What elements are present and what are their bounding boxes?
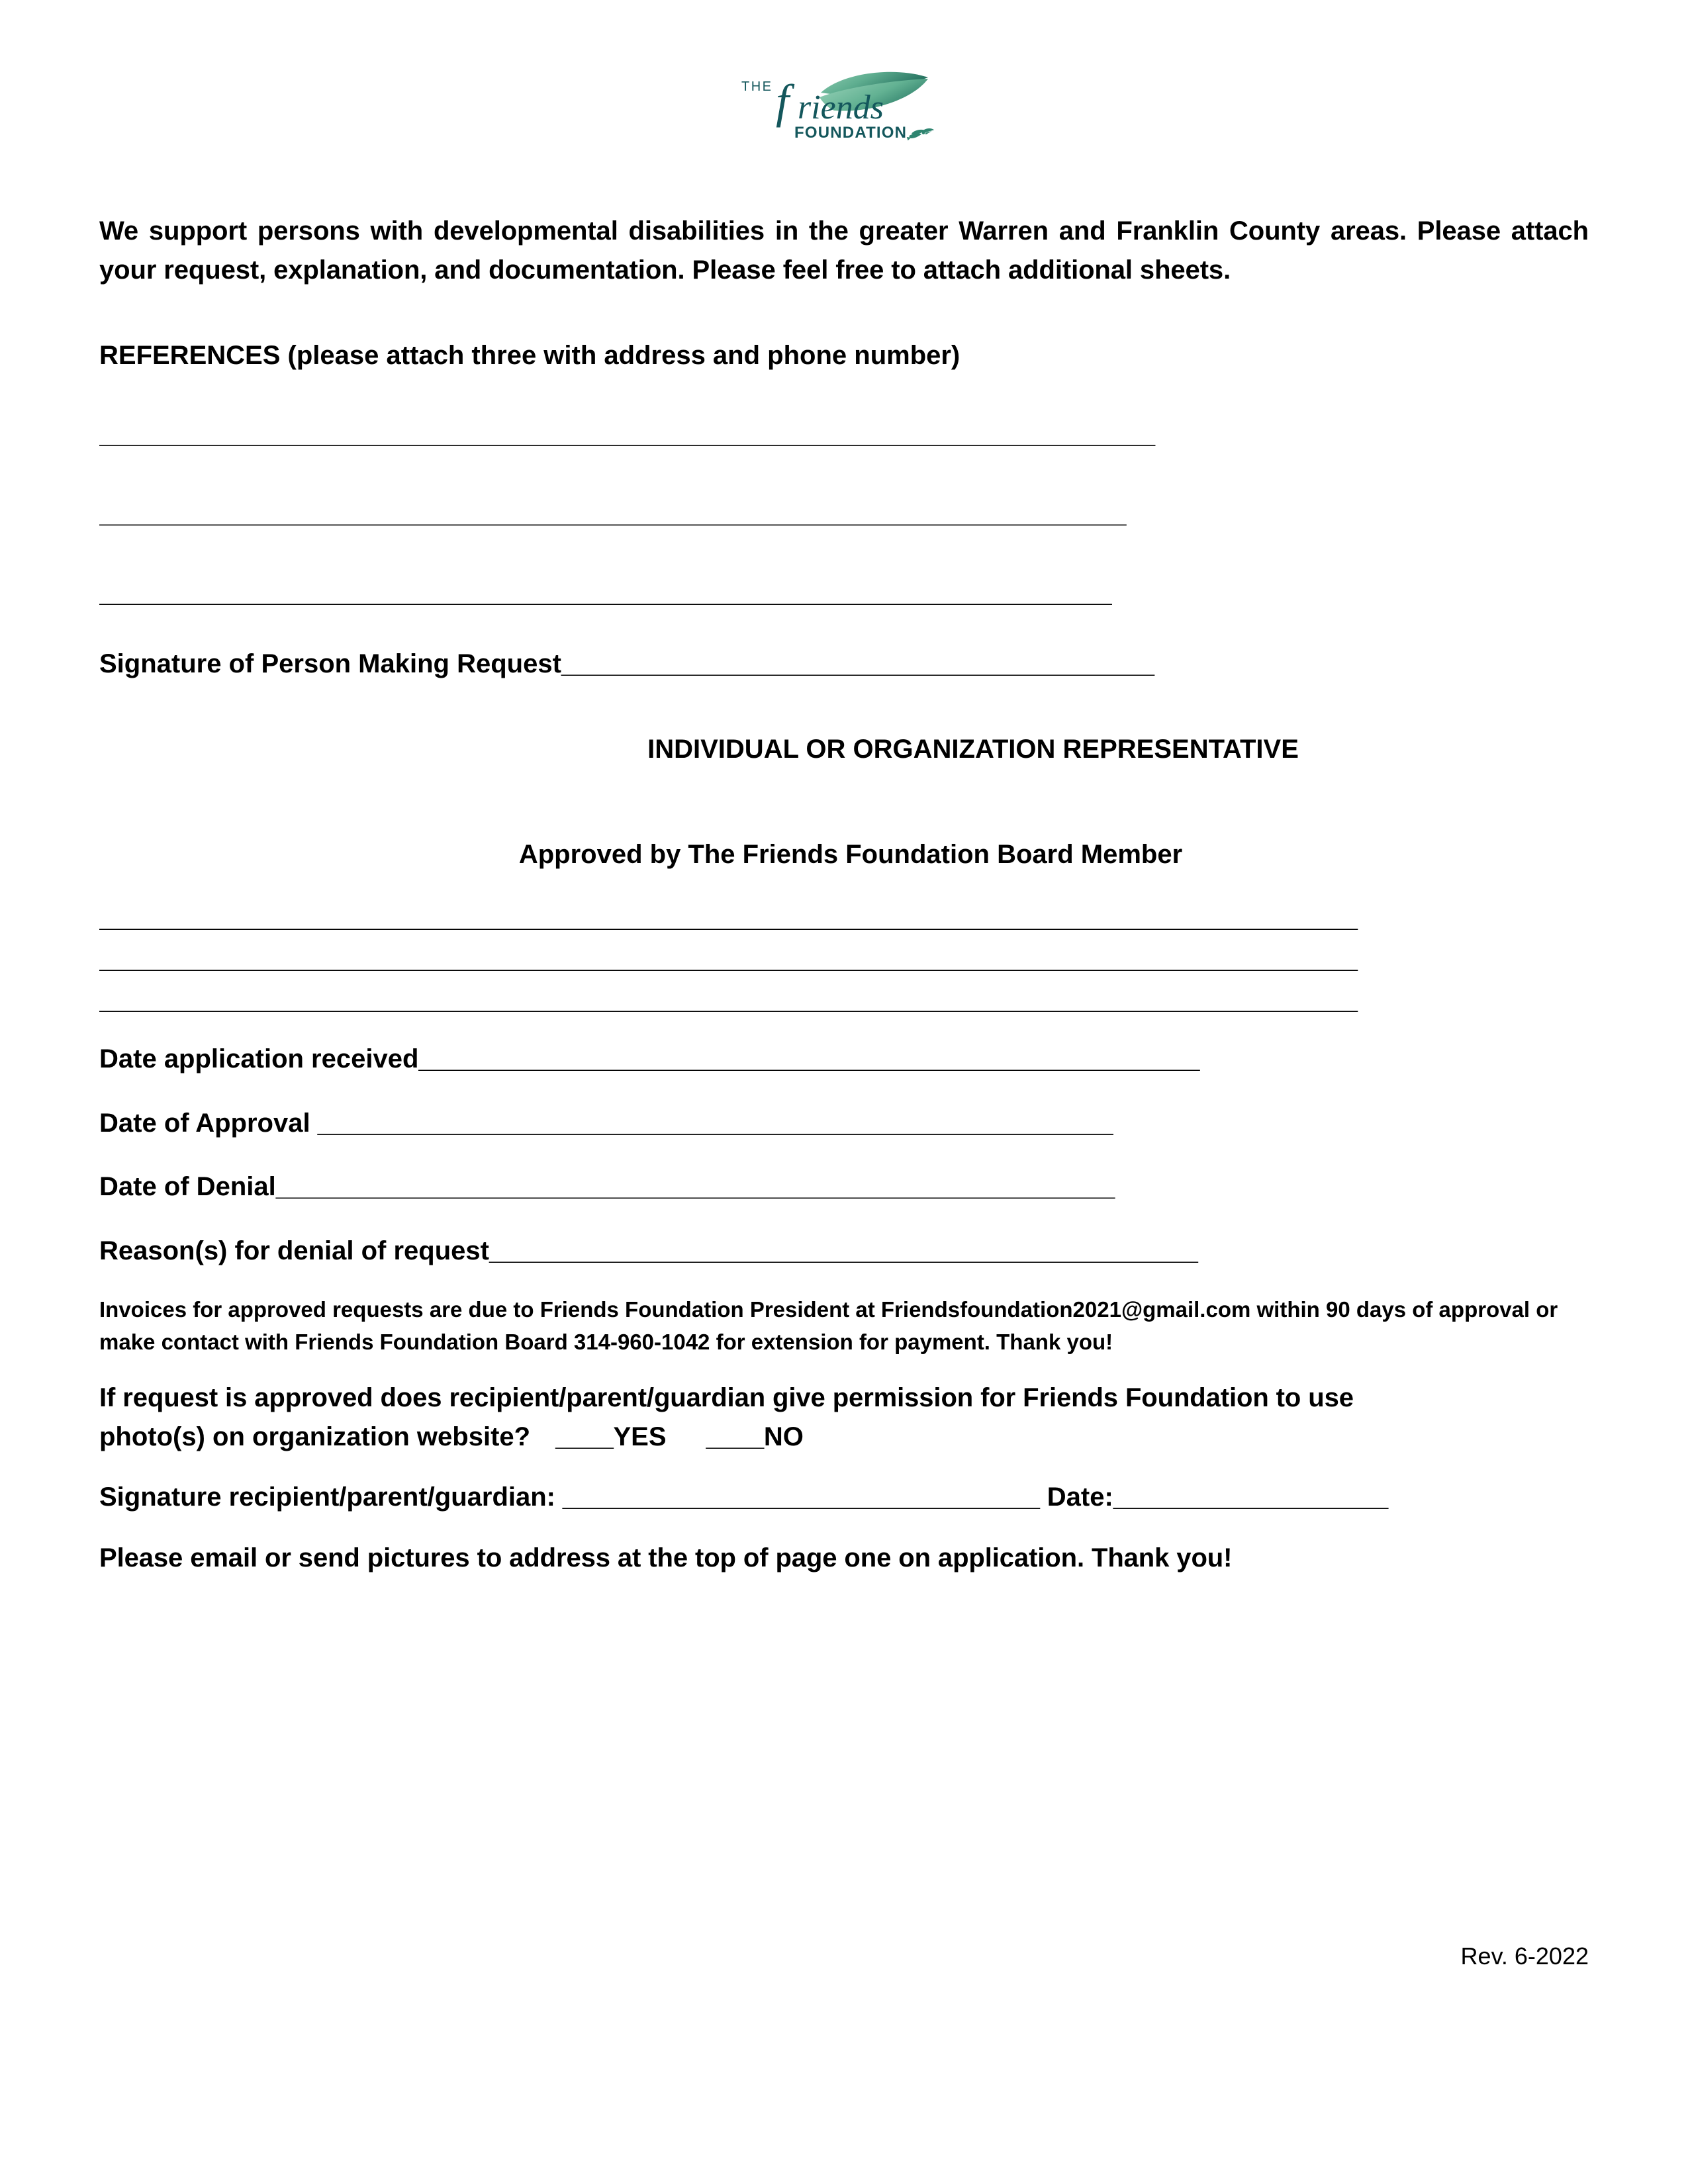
signature-recipient-row [99, 1478, 1589, 1517]
approval-blank-line-1[interactable]: _______________________________________________________________________________________ [99, 904, 1358, 931]
approval-blank-line-2[interactable]: _______________________________________________________________________________________ [99, 945, 1358, 972]
signature-recipient-date-line[interactable]: ___________________ [1113, 1482, 1388, 1512]
date-of-approval-row [99, 1104, 1589, 1143]
photo-permission-no-blank[interactable]: ____ [706, 1422, 764, 1451]
photo-permission-question-line1: If request is approved does recipient/parent/guardian give permission for Friends Foundation to use [99, 1383, 1354, 1412]
document-content [99, 0, 1589, 1970]
signature-recipient-line[interactable]: _________________________________ [555, 1482, 1040, 1512]
svg-text:f: f [776, 74, 790, 128]
reference-line-3[interactable]: ______________________________________________________________________ [99, 580, 1112, 607]
date-application-received-line[interactable]: ______________________________________________________ [418, 1044, 1200, 1073]
svg-text:FOUNDATION: FOUNDATION [794, 123, 908, 142]
date-application-received-row [99, 1040, 1589, 1079]
organization-logo [99, 0, 1589, 212]
approval-blank-line-3[interactable]: _______________________________________________________________________________________ [99, 986, 1358, 1013]
signature-person-making-request-label: Signature of Person Making Request [99, 649, 561, 679]
svg-text:riends: riends [798, 88, 884, 126]
signature-person-making-request-row [99, 645, 1589, 684]
date-application-received-label: Date application received [99, 1044, 419, 1073]
date-of-approval-label: Date of Approval [99, 1108, 318, 1138]
representative-caption: INDIVIDUAL OR ORGANIZATION REPRESENTATIVE [647, 735, 1299, 764]
svg-text:THE: THE [741, 79, 773, 94]
signature-person-making-request-line[interactable]: _________________________________________ [561, 649, 1154, 679]
reference-line-2[interactable]: _______________________________________________________________________ [99, 500, 1127, 527]
invoice-note-paragraph: Invoices for approved requests are due to Friends Foundation President at Friendsfoundation2021@gmail.com within 90 days of approval or make contact with Friends Foundation Board 314-960-1042 for extension for payment. Thank you! [99, 1297, 1558, 1355]
photo-permission-yes-label: YES [613, 1422, 667, 1451]
date-of-denial-line[interactable]: __________________________________________________________ [275, 1172, 1115, 1202]
reason-for-denial-line[interactable]: _________________________________________________ [489, 1236, 1198, 1266]
closing-note: Please email or send pictures to address at the top of page one on application. Thank you! [99, 1543, 1233, 1573]
reference-line-1[interactable]: _________________________________________________________________________ [99, 421, 1155, 448]
photo-permission-yes-blank[interactable]: ____ [555, 1422, 614, 1451]
friends-foundation-logo-graphic [735, 62, 953, 151]
reason-for-denial-row [99, 1232, 1589, 1271]
revision-footer: Rev. 6-2022 [1460, 1942, 1589, 1970]
date-of-approval-line[interactable]: _______________________________________________________ [317, 1108, 1113, 1138]
photo-permission-answer-row [99, 1418, 1589, 1457]
photo-permission-no-label: NO [763, 1422, 804, 1451]
signature-recipient-date-label: Date: [1039, 1482, 1113, 1512]
date-of-denial-row [99, 1167, 1589, 1206]
photo-permission-question-line2: photo(s) on organization website? [99, 1422, 531, 1451]
intro-paragraph: We support persons with developmental disabilities in the greater Warren and Franklin County areas. Please attach your request, explanation, and documentation. Please feel free to attach additional sheets. [99, 216, 1589, 285]
signature-recipient-label: Signature recipient/parent/guardian: [99, 1482, 556, 1512]
approved-by-heading: Approved by The Friends Foundation Board Member [518, 839, 1183, 869]
date-of-denial-label: Date of Denial [99, 1172, 276, 1202]
references-heading: REFERENCES (please attach three with address and phone number) [99, 340, 961, 370]
reason-for-denial-label: Reason(s) for denial of request [99, 1236, 489, 1266]
